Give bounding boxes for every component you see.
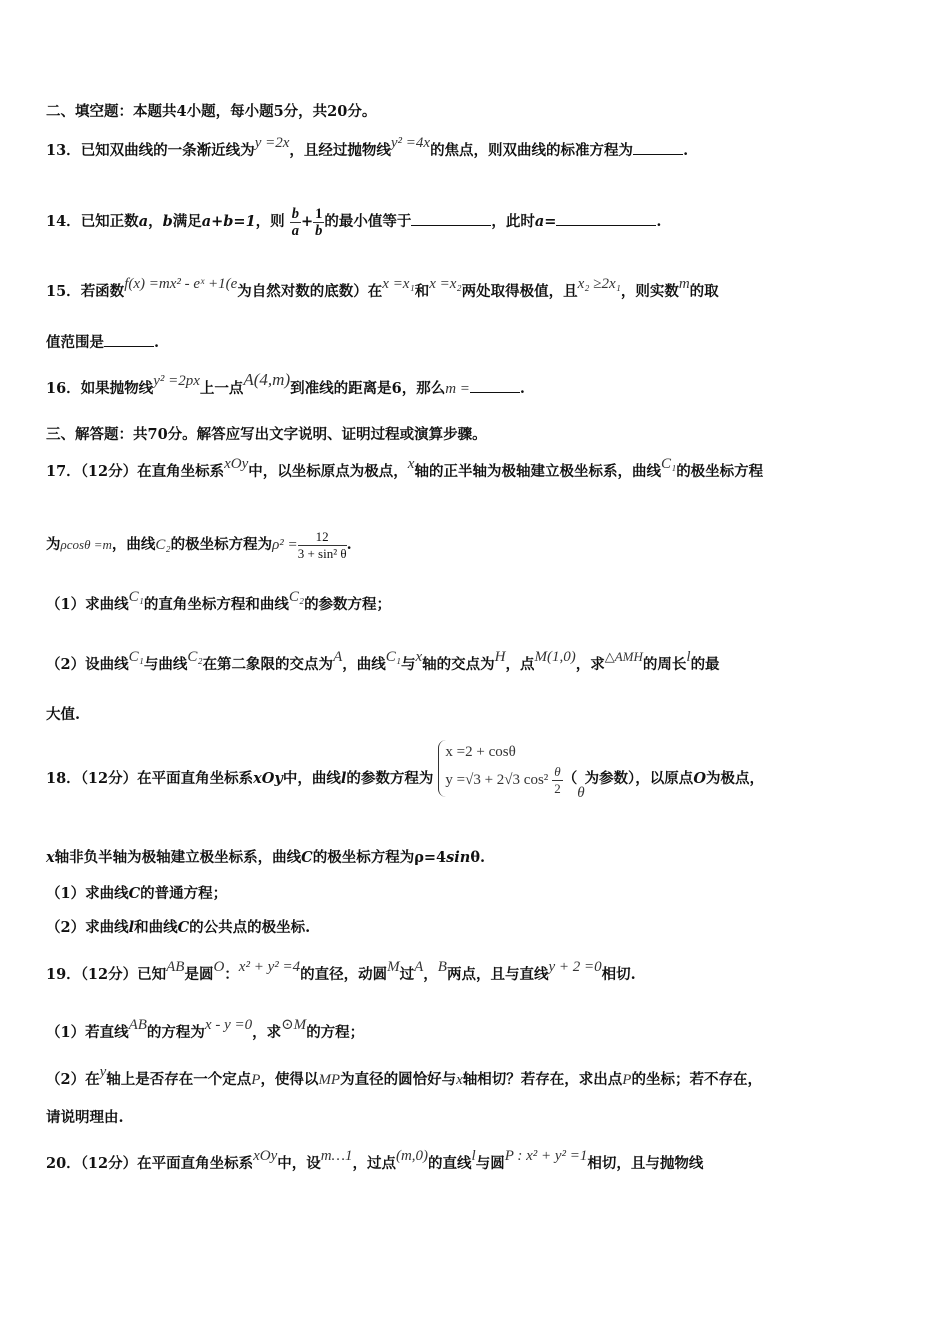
q19-math: x² + y² =4 xyxy=(238,959,301,975)
q18-text: 的参数方程为 xyxy=(346,769,434,787)
q17-text: ，曲线 xyxy=(111,536,156,553)
q13-number: 13． xyxy=(46,142,81,159)
q19-text: 两点，且与直线 xyxy=(446,966,549,983)
q13-math: y² =4x xyxy=(390,135,431,151)
q18-frac-num: θ xyxy=(554,764,561,779)
q17-text: . xyxy=(346,536,352,553)
q14-text: 已知正数 xyxy=(80,213,139,230)
q18-param-row: x =2 + cosθ xyxy=(445,744,516,760)
q19-text: ，使得以 xyxy=(260,1071,319,1088)
q17-text: 为 xyxy=(46,536,61,553)
q13-text: ，且经过抛物线 xyxy=(289,142,391,159)
q17-text: 与 xyxy=(400,656,416,673)
q16-math: A(4,m) xyxy=(243,370,291,389)
q14-text: ，则 xyxy=(255,213,285,230)
question-20 xyxy=(46,1148,910,1174)
q19-math: P xyxy=(622,1072,632,1088)
q15-math: f(x) =mx² - eˣ +1(e xyxy=(124,276,238,292)
q17-text: ，曲线 xyxy=(342,656,386,673)
q18-text: （ xyxy=(562,769,578,787)
q17-text: 轴的交点为 xyxy=(422,656,495,673)
q16-text: . xyxy=(519,380,525,397)
q17-text: 的直角坐标方程和曲线 xyxy=(143,596,289,613)
q17-text: 轴的正半轴为极轴建立极坐标系，曲线 xyxy=(414,463,661,480)
q15-text: 和 xyxy=(414,283,430,300)
q13-answer-blank[interactable] xyxy=(633,140,683,155)
q19-math: y + 2 =0 xyxy=(548,959,602,975)
q15-math: x =x₁ xyxy=(382,276,415,292)
q19-text: 相切. xyxy=(601,966,636,983)
q17-math: ρ² = xyxy=(272,537,298,553)
q19-text: 过 xyxy=(399,966,415,983)
q18-text: θ. xyxy=(470,849,486,866)
question-16 xyxy=(46,370,910,399)
question-14 xyxy=(46,200,910,244)
q14-answer-blank[interactable] xyxy=(556,211,656,226)
q17-math: H xyxy=(494,649,506,665)
q20-text: ，过点 xyxy=(352,1155,396,1172)
q15-text: 的取 xyxy=(689,283,719,300)
q19-text: 轴相切？若存在，求出点 xyxy=(462,1071,623,1088)
q17-math: l xyxy=(686,649,691,665)
q20-score: （12分） xyxy=(80,1155,138,1172)
q18-text: （2）求曲线 xyxy=(46,919,129,936)
q17-text: 在第二象限的交点为 xyxy=(202,656,334,673)
q19-text: 的坐标；若不存在， xyxy=(631,1071,762,1088)
q15-text: . xyxy=(154,334,160,351)
question-18-part1 xyxy=(46,884,910,904)
q14-var: b xyxy=(162,213,173,230)
q19-text: （1）若直线 xyxy=(46,1024,129,1041)
q20-math: P : x² + y² =1 xyxy=(504,1148,588,1164)
q13-text: 已知双曲线的一条渐近线为 xyxy=(80,142,255,159)
q18-text: 的普通方程； xyxy=(140,885,228,902)
q19-math: A xyxy=(414,959,424,975)
question-17 xyxy=(46,456,910,482)
q20-math: l xyxy=(471,1148,476,1164)
question-19-part1 xyxy=(46,1017,910,1043)
q14-frac-den: b xyxy=(315,222,323,239)
q17-math: ρcosθ =m xyxy=(60,537,112,552)
q14-frac-num: b xyxy=(291,205,299,222)
q17-text: （2）设曲线 xyxy=(46,656,129,673)
q19-math: M xyxy=(387,959,400,975)
q17-math: △AMH xyxy=(604,649,643,664)
q19-text: ： xyxy=(224,966,239,983)
q20-text: 相切，且与抛物线 xyxy=(587,1155,704,1172)
q17-text: 的极坐标方程为 xyxy=(170,536,273,553)
q20-math: m…1 xyxy=(320,1148,353,1164)
q15-number: 15． xyxy=(46,283,81,300)
q14-number: 14． xyxy=(46,213,81,230)
q17-math: C₁ xyxy=(128,649,144,665)
q17-text: （1）求曲线 xyxy=(46,596,129,613)
q14-text: ，此时 xyxy=(491,213,535,230)
q17-text: 在直角坐标系 xyxy=(137,463,225,480)
q18-text: 为参数），以原点 xyxy=(584,769,694,787)
section3-header: 三、解答题：共70分。解答应写出文字说明、证明过程或演算步骤。 xyxy=(46,426,487,443)
q20-text: 与圆 xyxy=(475,1155,505,1172)
q15-math: x₂ ≥2x₁ xyxy=(577,276,621,292)
q18-text: （1）求曲线 xyxy=(46,885,129,902)
question-17-part2-cont: 大值. xyxy=(46,706,81,723)
question-17-part1 xyxy=(46,589,910,615)
q18-var: l xyxy=(340,769,347,787)
q15-text: 两处取得极值，且 xyxy=(461,283,578,300)
q18-text: 在平面直角坐标系 xyxy=(137,769,254,787)
q19-text: ，求 xyxy=(252,1024,282,1041)
q17-math: C₁ xyxy=(385,649,401,665)
q13-text: . xyxy=(683,142,689,159)
q18-var: l xyxy=(128,919,135,936)
q19-math: MP xyxy=(318,1072,341,1088)
q16-math: y² =2px xyxy=(153,373,200,389)
question-19 xyxy=(46,959,910,985)
q18-var: C xyxy=(301,849,313,866)
q17-frac-num: 12 xyxy=(298,529,347,546)
q20-math: xOy xyxy=(253,1148,278,1164)
q18-text: 和曲线 xyxy=(134,919,178,936)
q19-text: （2）在 xyxy=(46,1071,100,1088)
q17-number: 17． xyxy=(46,463,81,480)
q19-math: AB xyxy=(128,1017,147,1033)
q18-text: 轴非负半轴为极轴建立极坐标系，曲线 xyxy=(54,849,302,866)
q19-text: 轴上是否存在一个定点 xyxy=(106,1071,252,1088)
q18-var: xOy xyxy=(253,769,283,787)
q14-answer-blank[interactable] xyxy=(411,211,491,226)
q16-math: m = xyxy=(445,381,470,397)
question-19-part2 xyxy=(46,1064,910,1090)
q16-text: 到准线的距离是6，那么 xyxy=(290,380,446,397)
question-17-line2 xyxy=(46,526,910,564)
q19-math: O xyxy=(213,959,225,975)
q19-math: x - y =0 xyxy=(204,1017,253,1033)
q20-text: 在平面直角坐标系 xyxy=(137,1155,254,1172)
q19-text: 是圆 xyxy=(184,966,214,983)
q15-math: x =x₂ xyxy=(429,276,462,292)
q16-text: 如果抛物线 xyxy=(80,380,154,397)
q14-frac-num: 1 xyxy=(315,205,323,222)
q19-text: 为直径的圆恰好与 xyxy=(340,1071,457,1088)
q18-frac-den: 2 xyxy=(554,781,561,796)
q17-text: 的极坐标方程 xyxy=(676,463,764,480)
q14-var: a xyxy=(138,213,149,230)
q15-text: 值范围是 xyxy=(46,334,104,351)
q13-text: 的焦点，则双曲线的标准方程为 xyxy=(430,142,634,159)
q18-var: C xyxy=(128,885,141,902)
q14-condition: a+b=1 xyxy=(201,213,256,230)
q17-math: x xyxy=(407,456,415,472)
q17-math: C₂ xyxy=(155,537,171,553)
q17-text: ，求 xyxy=(575,656,605,673)
q14-fraction xyxy=(290,206,301,239)
q18-var: O xyxy=(693,769,706,787)
q17-frac-den: 3 + sin² θ xyxy=(297,545,347,561)
q19-score: （12分） xyxy=(80,966,138,983)
q17-text: 的参数方程； xyxy=(304,596,392,613)
q14-fraction xyxy=(313,206,324,239)
section2-header: 二、填空题：本题共4小题，每小题5分，共20分。 xyxy=(46,103,377,120)
q18-text: 的极坐标方程为ρ=4 xyxy=(312,849,447,866)
q14-text: ， xyxy=(148,213,163,230)
q18-var: C xyxy=(177,919,190,936)
q14-text: 满足 xyxy=(172,213,202,230)
q17-text: 中，以坐标原点为极点， xyxy=(248,463,408,480)
q17-math: x xyxy=(415,649,423,665)
q14-frac-den: a xyxy=(291,222,299,239)
q17-text: 的周长 xyxy=(642,656,687,673)
q18-score: （12分） xyxy=(80,769,138,787)
q19-math: ⊙M xyxy=(281,1017,307,1033)
q19-text: 已知 xyxy=(137,966,167,983)
q15-math: m xyxy=(678,276,690,292)
q18-math: θ xyxy=(577,784,585,801)
q19-number: 19． xyxy=(46,966,81,983)
q17-math: M(1,0) xyxy=(534,649,576,665)
q17-score: （12分） xyxy=(80,463,138,480)
q20-text: 中，设 xyxy=(277,1155,321,1172)
question-13 xyxy=(46,135,910,161)
q18-param-row-text: y =√3 + 2√3 cos² xyxy=(445,771,549,788)
q20-text: 的直线 xyxy=(428,1155,472,1172)
question-19-part2-cont: 请说明理由. xyxy=(46,1109,124,1126)
q16-text: 上一点 xyxy=(199,380,244,397)
question-15 xyxy=(46,276,910,302)
q20-number: 20． xyxy=(46,1155,81,1172)
q19-math: y xyxy=(99,1064,107,1080)
q20-math: (m,0) xyxy=(395,1148,429,1164)
q19-math: B xyxy=(437,959,447,975)
q18-text: 的公共点的极坐标. xyxy=(189,919,311,936)
q18-text: 为极点， xyxy=(705,769,764,787)
question-18-line2 xyxy=(46,848,910,868)
question-18 xyxy=(46,740,910,816)
q14-var: a= xyxy=(534,213,557,230)
q18-var: sin xyxy=(446,849,471,866)
q19-text: 的方程为 xyxy=(146,1024,205,1041)
q19-math: P xyxy=(251,1072,261,1088)
q16-number: 16． xyxy=(46,380,81,397)
q15-text: 为自然对数的底数）在 xyxy=(237,283,383,300)
q19-math: AB xyxy=(166,959,185,975)
question-15-cont xyxy=(46,332,910,353)
q17-math: C₁ xyxy=(128,589,144,605)
q17-math: C₁ xyxy=(660,456,677,472)
q13-math: y =2x xyxy=(254,135,290,151)
q18-text: 中，曲线 xyxy=(282,769,341,787)
q18-param-system xyxy=(438,740,562,818)
q18-param-row xyxy=(445,764,562,797)
q17-text: ，点 xyxy=(505,656,535,673)
q19-text: 的直径，动圆 xyxy=(300,966,388,983)
q17-fraction xyxy=(298,529,347,562)
q14-text: . xyxy=(656,213,662,230)
q19-text: 的方程； xyxy=(306,1024,365,1041)
q19-text: ， xyxy=(423,966,438,983)
q15-text: 若函数 xyxy=(80,283,125,300)
q17-math: C₂ xyxy=(187,649,203,665)
q15-answer-blank[interactable] xyxy=(104,332,154,347)
q14-plus: + xyxy=(300,213,314,230)
q17-math: C₂ xyxy=(288,589,305,605)
q15-text: ，则实数 xyxy=(620,283,679,300)
q16-answer-blank[interactable] xyxy=(470,378,520,393)
q17-math: xOy xyxy=(224,456,249,472)
question-17-part2 xyxy=(46,649,910,675)
q18-fraction xyxy=(552,764,562,797)
q14-text: 的最小值等于 xyxy=(324,213,412,230)
q17-text: 的最 xyxy=(690,656,720,673)
q17-text: 与曲线 xyxy=(143,656,188,673)
q18-number: 18． xyxy=(46,769,81,787)
question-18-part2 xyxy=(46,918,910,938)
q17-math: A xyxy=(333,649,343,665)
q19-math: x xyxy=(456,1072,463,1088)
q18-var: x xyxy=(46,849,55,866)
